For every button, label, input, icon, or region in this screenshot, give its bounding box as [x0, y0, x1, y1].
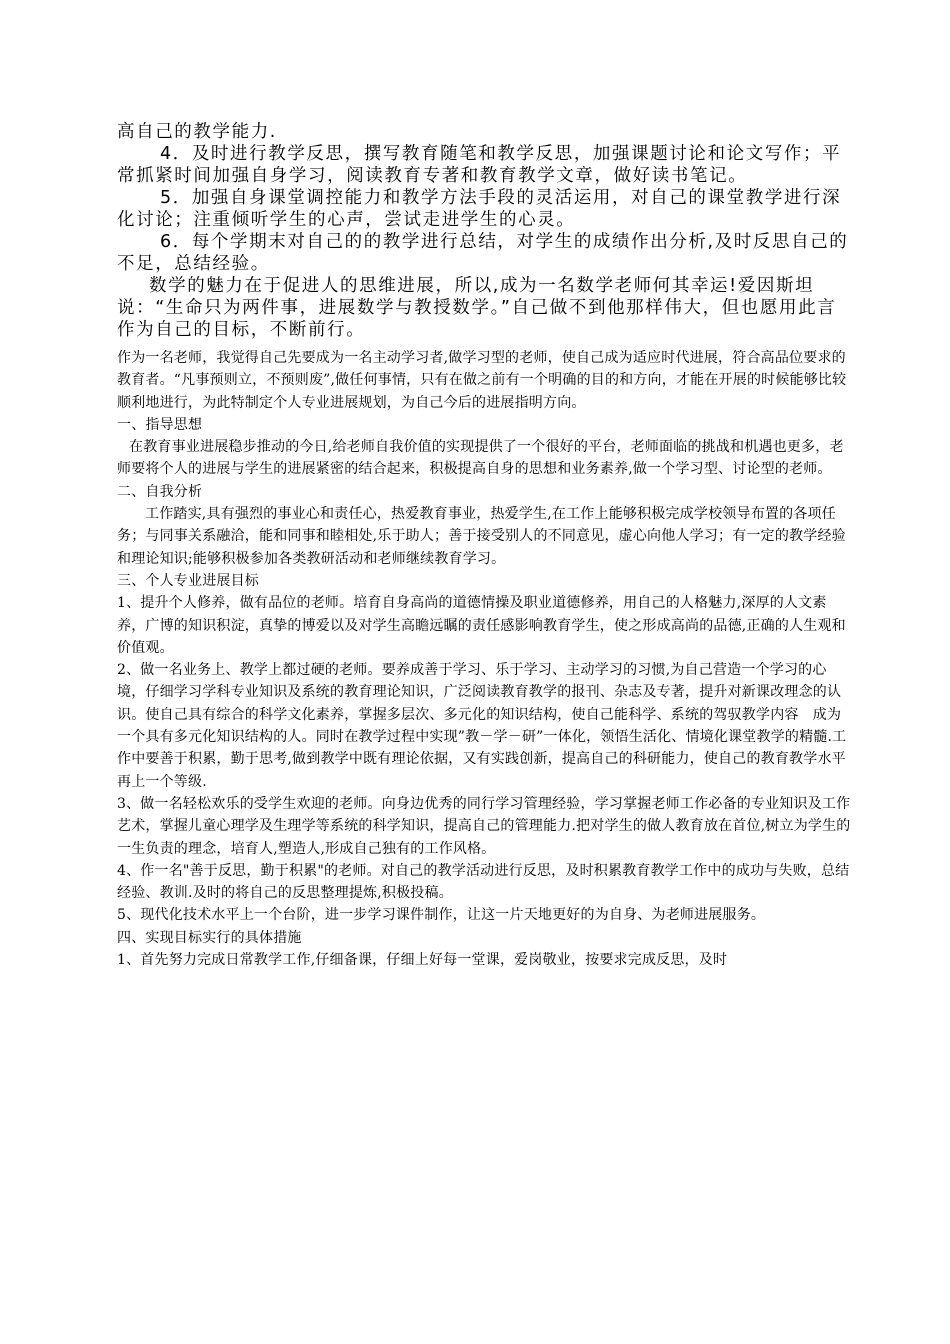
paragraph-measure-6: 6．每个学期末对自己的的教学进行总结，对学生的成绩作出分析,及时反思自己的不足，总结经验。: [117, 232, 849, 274]
paragraph-measure-5: 5．加强自身课堂调控能力和教学方法手段的灵活运用，对自己的课堂教学进行深化讨论；注重倾听学生的心声，尝试走进学生的心灵。: [117, 188, 842, 230]
heading-guiding-thought: 一、指导思想: [117, 416, 203, 433]
paragraph-continuation: 高自己的教学能力.: [117, 122, 277, 142]
paragraph-intro: 作为一名老师，我觉得自己先要成为一名主动学习者,做学习型的老师，使自己成为适应时代进展，符合高品位要求的教育者。“凡事预则立，不预则废”,做任何事情，只有在做之前有一个明确的目的和方向，才能在开展的时候能够比较顺利地进行，为此特制定个人专业进展规划，为自己今后的进展指明方向。: [117, 350, 847, 411]
heading-measures: 四、实现目标实行的具体措施: [117, 929, 302, 946]
paragraph-goal-3: 3、做一名轻松欢乐的受学生欢迎的老师。向身边优秀的同行学习管理经验，学习掌握老师工作必备的专业知识及工作艺术，掌握儿童心理学及生理学等系统的科学知识，提高自己的管理能力.把对学生的做人教育放在首位,树立为学生的一生负责的理念，培育人,塑造人,形成自己独有的工作风格。: [117, 795, 851, 857]
paragraph-measure-4: 4．及时进行教学反思，撰写教育随笔和教学反思，加强课题讨论和论文写作；平常抓紧时间加强自身学习，阅读教育专著和教育教学文章，做好读书笔记。: [117, 144, 842, 186]
paragraph-guiding-thought: 在教育事业进展稳步推动的今日,给老师自我价值的实现提供了一个很好的平台，老师面临的挑战和机遇也更多，老师要将个人的进展与学生的进展紧密的结合起来，积极提高自身的思想和业务素养,做一个学习型、讨论型的老师。: [117, 439, 844, 478]
document-page: [117, 121, 852, 971]
paragraph-self-analysis: 工作踏实,具有强烈的事业心和责任心，热爱教育事业，热爱学生,在工作上能够积极完成学校领导布置的各项任务；与同事关系融洽，能和同事和睦相处,乐于助人；善于接受别人的不同意见，虚心向他人学习；有一定的教学经验和理论知识;能够积极参加各类教研活动和老师继续教育学习。: [117, 506, 846, 567]
paragraph-math-charm: 数学的魅力在于促进人的思维进展，所以,成为一名数学老师何其幸运!爱因斯坦说：“生命只为两件事，进展数学与教授数学。”自己做不到他那样伟大，但也愿用此言作为自己的目标，不断前行。: [117, 276, 837, 340]
heading-development-goals: 三、个人专业进展目标: [117, 572, 259, 589]
paragraph-goal-5: 5、现代化技术水平上一个台阶，进一步学习课件制作，让这一片天地更好的为自身、为老师进展服务。: [117, 907, 766, 924]
paragraph-goal-1: 1、提升个人修养，做有品位的老师。培育自身高尚的道德情操及职业道德修养，用自己的人格魅力,深厚的人文素养，广博的知识积淀，真挚的博爱以及对学生高瞻远瞩的责任感影响教育学生，使之形成高尚的品德,正确的人生观和价值观。: [117, 595, 846, 656]
paragraph-goal-4: 4、作一名"善于反思，勤于积累"的老师。对自己的教学活动进行反思，及时积累教育教学工作中的成功与失败，总结经验、教训.及时的将自己的反思整理提炼,积极投稿。: [117, 862, 850, 902]
paragraph-measure-1: 1、首先努力完成日常教学工作,仔细备课，仔细上好每一堂课，爱岗敬业，按要求完成反思，及时: [117, 952, 728, 969]
heading-self-analysis: 二、自我分析: [117, 483, 203, 500]
paragraph-goal-2: 2、做一名业务上、教学上都过硬的老师。要养成善于学习、乐于学习、主动学习的习惯,为自己营造一个学习的心境，仔细学习学科专业知识及系统的教育理论知识，广泛阅读教育教学的报刊、杂志及专著，提升对新课改理念的认识。使自己具有综合的科学文化素养，掌握多层次、多元化的知识结构，使自己能科学、系统的驾驭教学内容 成为一个具有多元化知识结构的人。同时在教学过程中实现”教－学－研”一体化，领悟生活化、情境化课堂教学的精髓.工作中要善于积累，勤于思考,做到教学中既有理论依据，又有实践创新，提高自己的科研能力，使自己的教育教学水平再上一个等级.: [117, 662, 847, 790]
